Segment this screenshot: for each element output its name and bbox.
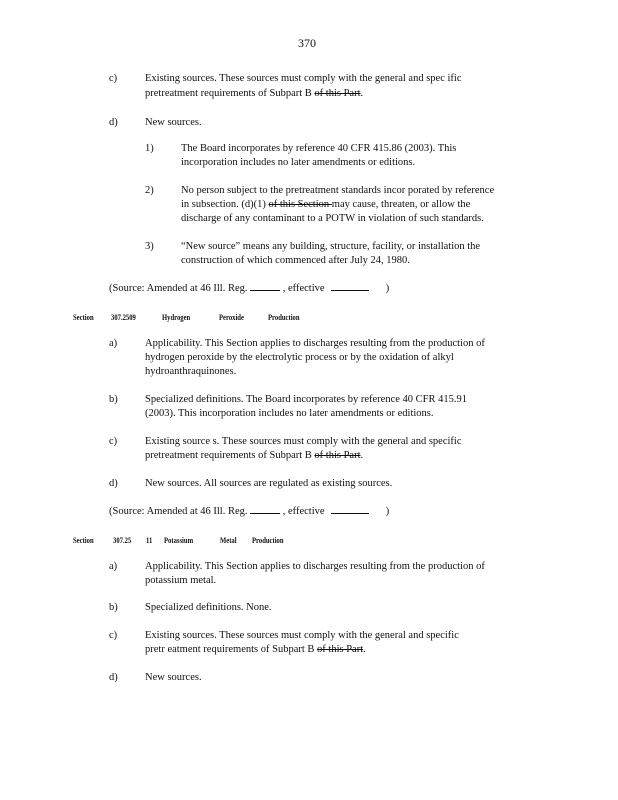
paragraph-line: Specialized definitions. None. (145, 602, 272, 613)
text-run: . (363, 644, 366, 655)
section-number: 307.2509 (111, 312, 136, 322)
blank-line (331, 513, 369, 514)
struck-text: of this Part (314, 450, 361, 461)
text-run: in subsection. (d)(1) (181, 199, 269, 210)
text-run: (Source: Amended at 46 Ill. Reg. (109, 506, 248, 517)
paragraph-line: (2003). This incorporation includes no later amendments or editions. (145, 408, 434, 419)
text-run: (Source: Amended at 46 Ill. Reg. (109, 283, 248, 294)
paragraph-line: Applicability. This Section applies to discharges resulting from the production of (145, 338, 485, 349)
subitem-label-3: 3) (145, 241, 154, 252)
paragraph-line: hydroanthraquinones. (145, 366, 237, 377)
text-run: . (360, 88, 364, 99)
text-run: ) (385, 506, 390, 517)
paragraph-line: hydrogen peroxide by the electrolytic process or by the oxidation of alkyl (145, 352, 454, 363)
item-label-c: c) (109, 436, 118, 447)
blank-line (250, 513, 280, 514)
item-label-d: d) (109, 478, 118, 489)
paragraph-line: Specialized definitions. The Board incorporates by reference 40 CFR 415.91 (145, 394, 468, 405)
page-number: 370 (298, 36, 316, 50)
text-run: , effective (282, 506, 325, 517)
paragraph-line: No person subject to the pretreatment standards incor porated by reference (181, 185, 495, 196)
subitem-label-1: 1) (145, 143, 154, 154)
struck-text: of this Part (314, 88, 361, 99)
item-label-d: d) (109, 672, 118, 683)
struck-text: of this Part (317, 644, 364, 655)
text-run: pretreatment requirements of Subpart B (145, 450, 312, 461)
item-label-c: c) (109, 73, 118, 84)
section-title-word: Metal (220, 535, 237, 545)
text-run: pretreatment requirements of Subpart B (145, 88, 312, 99)
text-run: may cause, threaten, or allow the (331, 199, 471, 210)
struck-text: of this Section (268, 199, 332, 210)
paragraph-line (145, 450, 363, 461)
paragraph-line: Existing sources. These sources must comply with the general and spec ific (145, 73, 462, 84)
paragraph-line: construction of which commenced after July 24, 1980. (181, 255, 410, 266)
paragraph-line: discharge of any contaminant to a POTW in violation of such standards. (181, 213, 484, 224)
blank-line (250, 290, 280, 291)
item-label-c: c) (109, 630, 118, 641)
section-label: Section (73, 535, 94, 545)
blank-line (331, 290, 369, 291)
section-label: Section (73, 312, 94, 322)
paragraph-line (145, 644, 366, 655)
text-run: . (360, 450, 364, 461)
text-run: pretr eatment requirements of Subpart B (145, 644, 315, 655)
paragraph-line: New sources. All sources are regulated as existing sources. (145, 478, 393, 489)
source-note (109, 283, 389, 294)
item-label-a: a) (109, 561, 118, 572)
item-label-b: b) (109, 602, 118, 613)
section-title-word: Peroxide (219, 312, 244, 322)
paragraph-line: incorporation includes no later amendments or editions. (181, 157, 416, 168)
section-title-word: Production (268, 312, 300, 322)
paragraph-line: Existing source s. These sources must comply with the general and specific (145, 436, 462, 447)
text-run: ) (385, 283, 390, 294)
text-run: , effective (282, 283, 325, 294)
paragraph-line: “New source” means any building, structure, facility, or installation the (181, 241, 481, 252)
subitem-label-2: 2) (145, 185, 154, 196)
item-label-d: d) (109, 117, 118, 128)
paragraph-line (145, 88, 363, 99)
section-number-suffix: 11 (146, 535, 153, 545)
paragraph-line: Existing sources. These sources must comply with the general and specific (145, 630, 459, 641)
paragraph-line: New sources. (145, 117, 202, 128)
paragraph-line: New sources. (145, 672, 202, 683)
paragraph-line (181, 199, 470, 210)
source-note (109, 506, 389, 517)
section-number: 307.25 (113, 535, 132, 545)
section-title-word: Potassium (164, 535, 194, 545)
section-title-word: Production (252, 535, 284, 545)
item-label-a: a) (109, 338, 118, 349)
paragraph-line: The Board incorporates by reference 40 CFR 415.86 (2003). This (181, 143, 457, 154)
item-label-b: b) (109, 394, 118, 405)
paragraph-line: potassium metal. (145, 575, 217, 586)
paragraph-line: Applicability. This Section applies to discharges resulting from the production of (145, 561, 485, 572)
section-title-word: Hydrogen (162, 312, 191, 322)
